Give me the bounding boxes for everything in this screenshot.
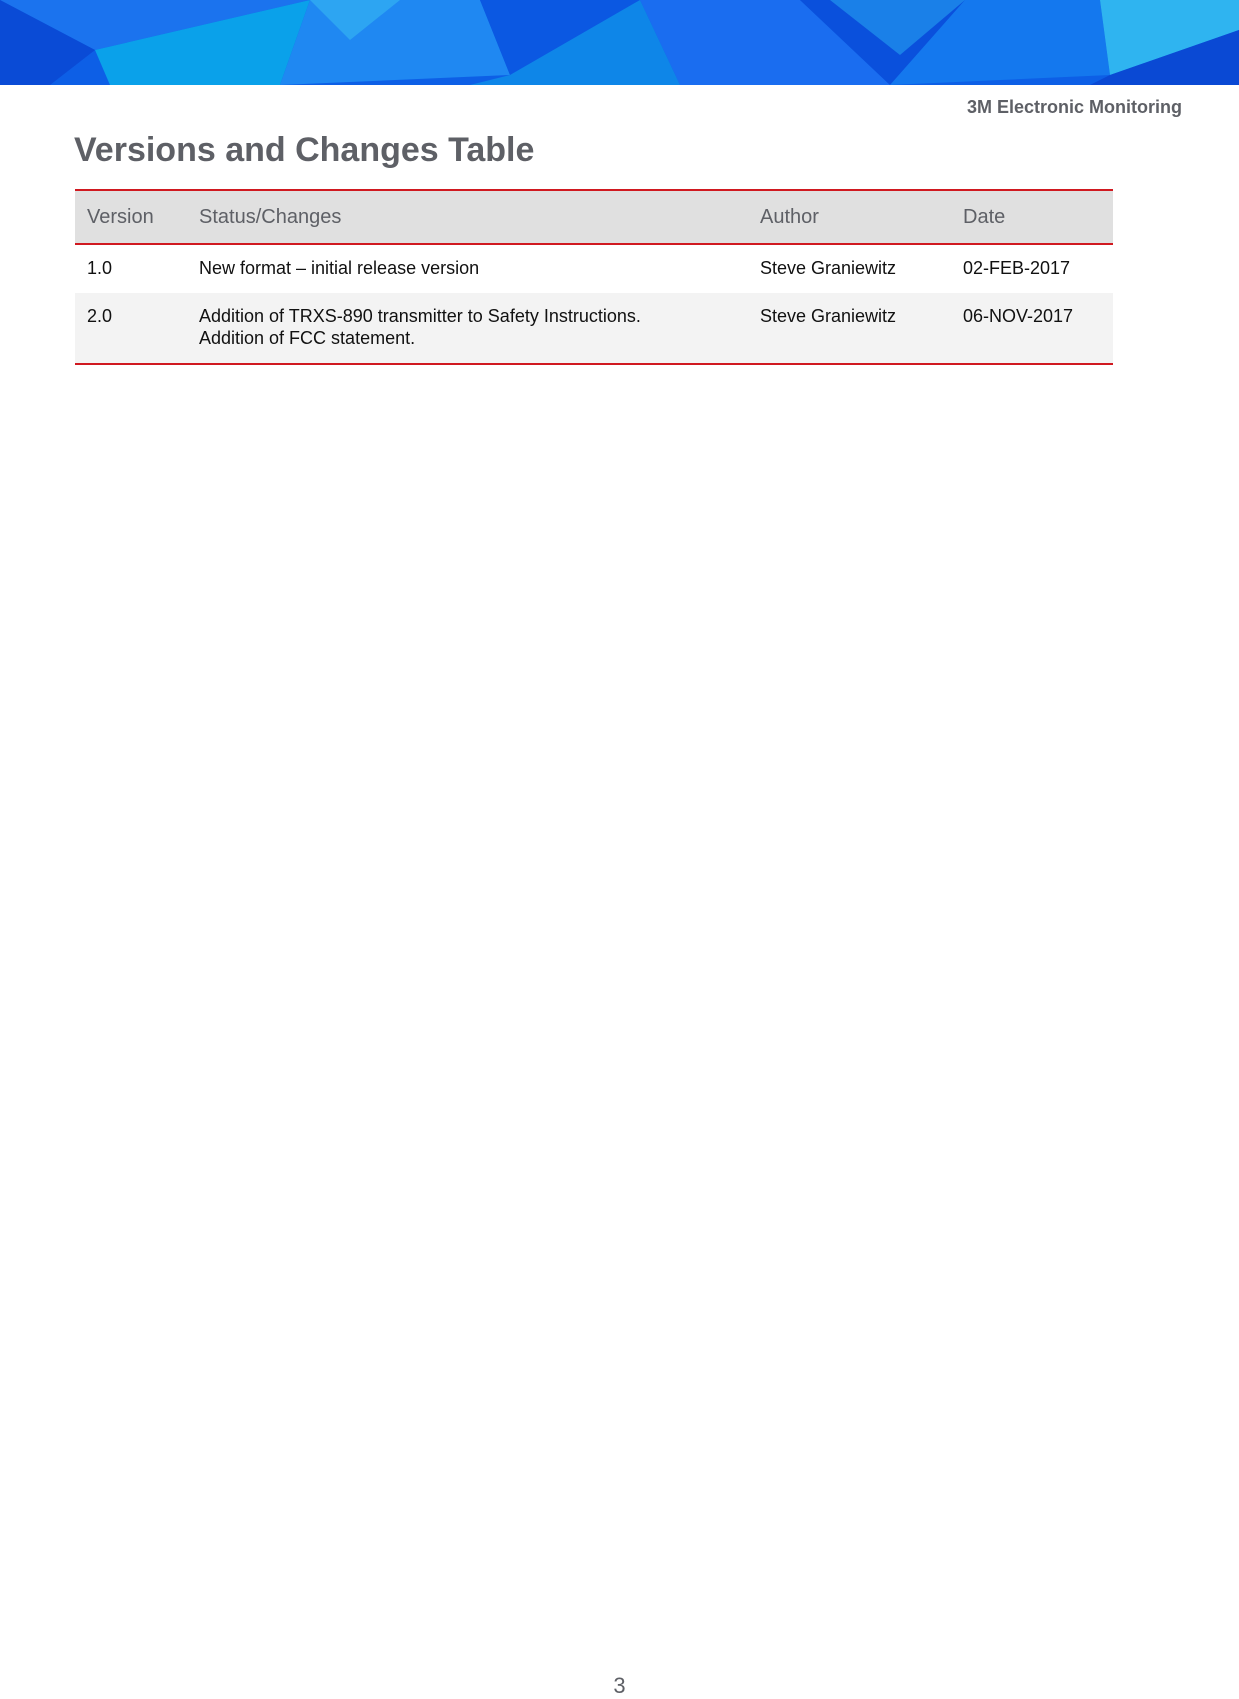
date-cell: 06-NOV-2017	[951, 293, 1113, 364]
page-number: 3	[613, 1673, 626, 1698]
changes-cell	[187, 244, 748, 293]
table-row	[75, 244, 1113, 293]
version-cell: 2.0	[75, 293, 187, 364]
change-line: Addition of FCC statement.	[199, 328, 416, 348]
header-banner	[0, 0, 1239, 85]
column-header-date: Date	[951, 190, 1113, 244]
date-cell: 02-FEB-2017	[963, 258, 1071, 278]
column-header-author: Author	[748, 190, 951, 244]
banner-pattern	[0, 0, 1239, 85]
company-name: 3M Electronic Monitoring	[966, 97, 1182, 117]
table-row	[75, 293, 1113, 364]
table-header-row	[75, 190, 1113, 244]
author-cell: Steve Graniewitz	[760, 258, 897, 278]
page-title: Versions and Changes Table	[74, 131, 535, 169]
author-cell: Steve Graniewitz	[748, 293, 951, 364]
changes-cell	[187, 293, 748, 364]
change-line: New format – initial release version	[199, 258, 480, 278]
column-header-version: Version	[75, 190, 187, 244]
column-header-changes: Status/Changes	[187, 190, 748, 244]
versions-table	[75, 189, 1113, 365]
change-line: Addition of TRXS-890 transmitter to Safety Instructions.	[199, 306, 641, 326]
version-cell: 1.0	[87, 258, 113, 278]
